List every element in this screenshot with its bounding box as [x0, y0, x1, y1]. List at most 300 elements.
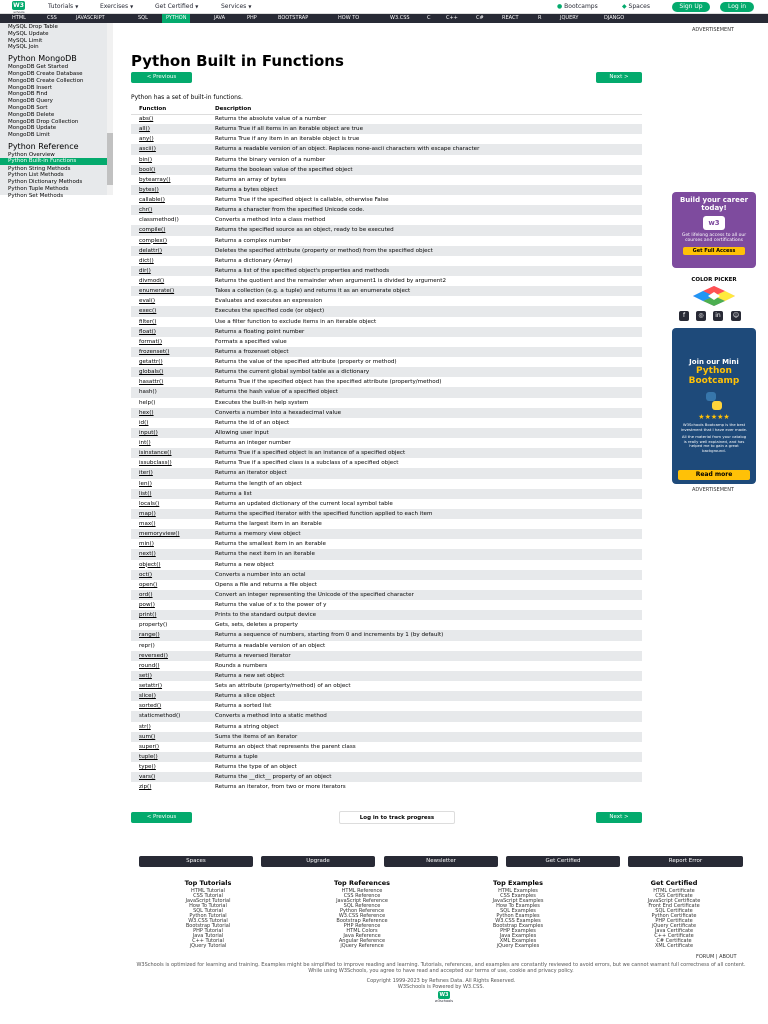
- table-row: [131, 772, 642, 782]
- footer-link[interactable]: Python Certificate: [651, 913, 697, 919]
- function-description: Returns True if the specified object has the specified attribute (property/method): [215, 379, 442, 386]
- sidebar-item[interactable]: MySQL Drop Table: [8, 24, 58, 30]
- nav-item-css[interactable]: CSS: [47, 15, 57, 21]
- function-description: Sets an attribute (property/method) of an object: [215, 683, 351, 690]
- footer-link[interactable]: HTML Examples: [498, 888, 538, 894]
- function-description: Returns a sorted list: [215, 703, 272, 710]
- table-row: [131, 448, 642, 458]
- career-promo[interactable]: [672, 192, 756, 268]
- function-name[interactable]: float(): [131, 327, 207, 337]
- function-description: Returns the current global symbol table as a dictionary: [207, 367, 642, 377]
- function-name[interactable]: locals(): [139, 500, 160, 507]
- nav-item-django[interactable]: DJANGO: [604, 15, 625, 21]
- table-row: [131, 205, 642, 215]
- footer-link[interactable]: C# Certificate: [656, 938, 692, 944]
- function-description: Converts a number into an octal: [207, 570, 642, 580]
- footer-link[interactable]: HTML Tutorial: [191, 888, 225, 894]
- get-full-access-button[interactable]: Get Full Access: [683, 247, 745, 255]
- function-name[interactable]: globals(): [131, 367, 207, 377]
- function-description: Allowing user input: [207, 428, 642, 438]
- footer-link[interactable]: XML Certificate: [654, 943, 694, 949]
- w3schools-logo[interactable]: [9, 1, 29, 14]
- login-button[interactable]: Log in: [720, 2, 754, 12]
- function-name[interactable]: dict(): [139, 257, 154, 264]
- footer-link[interactable]: W3.CSS Tutorial: [188, 918, 228, 924]
- table-row: [131, 215, 642, 225]
- chevron-down-icon: ▼: [248, 4, 252, 9]
- function-name[interactable]: map(): [131, 509, 207, 519]
- sidebar-item[interactable]: MongoDB Delete: [8, 111, 55, 118]
- table-row: [131, 519, 642, 529]
- bootcamp-title-1: Join our Mini: [689, 358, 739, 366]
- function-name[interactable]: ascii(): [131, 144, 207, 154]
- footer-column-heading: Top Examples: [493, 879, 543, 887]
- function-name[interactable]: callable(): [139, 197, 165, 204]
- function-name: classmethod(): [139, 217, 179, 224]
- menu-label: Get Certified: [155, 3, 194, 10]
- table-row: [131, 479, 642, 489]
- function-name[interactable]: divmod(): [139, 278, 165, 285]
- powered-by-text: W3Schools is Powered by W3.CSS.: [397, 984, 485, 990]
- footer-link[interactable]: CSS Reference: [343, 893, 381, 899]
- table-row: [131, 509, 642, 519]
- function-description: Returns a reversed iterator: [207, 651, 642, 661]
- sidebar-item[interactable]: MongoDB Get Started: [8, 64, 69, 71]
- nav-item-c-[interactable]: C#: [476, 15, 484, 21]
- footer-link[interactable]: jQuery Tutorial: [189, 943, 227, 949]
- function-description: Returns an updated dictionary of the current local symbol table: [215, 500, 393, 507]
- function-name[interactable]: dir(): [131, 266, 207, 276]
- footer-link[interactable]: Angular Reference: [338, 938, 386, 944]
- function-name[interactable]: open(): [139, 581, 158, 588]
- function-description: Returns the hash value of a specified object: [207, 387, 642, 397]
- nav-item-jquery[interactable]: JQUERY: [560, 15, 579, 21]
- footer-column-heading: Top References: [334, 879, 390, 887]
- function-name[interactable]: all(): [131, 124, 207, 134]
- function-description: Returns the boolean value of the specified object: [207, 165, 642, 175]
- footer-link[interactable]: SQL Certificate: [655, 908, 693, 914]
- nav-item-react[interactable]: REACT: [502, 15, 519, 21]
- table-row: [131, 489, 642, 499]
- table-row: [131, 398, 642, 408]
- table-row: [131, 691, 642, 701]
- footer-link[interactable]: Bootstrap Reference: [336, 918, 388, 924]
- nav-item-java[interactable]: JAVA: [214, 15, 226, 21]
- footer-report-error-button[interactable]: Report Error: [628, 856, 743, 867]
- function-description: Returns the smallest item in an iterable: [215, 541, 326, 548]
- function-name[interactable]: bytearray(): [139, 176, 171, 183]
- function-name[interactable]: eval(): [139, 298, 156, 305]
- header-function: Function: [131, 104, 207, 114]
- sidebar-item[interactable]: MySQL Limit: [8, 37, 43, 44]
- sidebar-item[interactable]: Python Overview: [8, 152, 55, 158]
- function-name[interactable]: oct(): [131, 570, 207, 580]
- footer-link[interactable]: SQL Examples: [500, 908, 536, 914]
- table-row: [131, 458, 642, 468]
- function-description: Convert an integer representing the Unicode of the specified character: [207, 590, 642, 600]
- nav-item-w3-css[interactable]: W3.CSS: [390, 15, 410, 21]
- bootcamps-link[interactable]: [557, 3, 598, 10]
- function-name[interactable]: zip(): [139, 784, 152, 791]
- footer-link[interactable]: CSS Certificate: [655, 893, 693, 899]
- function-name: help(): [139, 399, 156, 406]
- function-name[interactable]: id(): [139, 419, 149, 426]
- sidebar-item[interactable]: Python Set Methods: [8, 192, 64, 199]
- footer-link[interactable]: PHP Examples: [500, 928, 536, 934]
- spaces-icon: ◆: [622, 3, 627, 10]
- function-name[interactable]: complex(): [139, 237, 168, 244]
- w3-badge-icon: w3: [703, 216, 725, 230]
- function-name: hash(): [131, 387, 207, 397]
- table-row: [131, 732, 642, 742]
- bootcamp-title-2: Python: [696, 366, 732, 376]
- footer-column: [312, 879, 412, 949]
- table-row: [131, 266, 642, 276]
- footer-link[interactable]: Front End Certificate: [648, 903, 700, 909]
- nav-item-python[interactable]: PYTHON: [162, 14, 190, 23]
- function-description: Converts a method into a static method: [207, 711, 642, 721]
- sidebar-item[interactable]: MySQL Join: [8, 44, 39, 51]
- function-description: Returns the type of an object: [215, 764, 297, 771]
- nav-item-sql[interactable]: SQL: [138, 15, 148, 21]
- table-row: [131, 327, 642, 337]
- top-bar: [0, 0, 768, 14]
- footer-link[interactable]: Python Tutorial: [189, 913, 227, 919]
- function-name[interactable]: exec(): [131, 306, 207, 316]
- table-row: [131, 418, 642, 428]
- function-name: staticmethod(): [131, 711, 207, 721]
- footer-link[interactable]: Java Certificate: [654, 928, 694, 934]
- footer-link[interactable]: HTML Reference: [341, 888, 383, 894]
- function-description: Converts a number into a hexadecimal value: [207, 408, 642, 418]
- footer-link[interactable]: CSS Tutorial: [193, 893, 223, 899]
- function-name[interactable]: frozenset(): [131, 347, 207, 357]
- table-row: [131, 722, 642, 732]
- function-description: Returns True if a specified class is a subclass of a specified object: [215, 460, 399, 467]
- footer-link[interactable]: W3.CSS Reference: [338, 913, 386, 919]
- function-description: Returns the next item in an iterable: [207, 549, 642, 559]
- footer-link[interactable]: JavaScript Tutorial: [185, 898, 231, 904]
- table-row: [131, 367, 642, 377]
- function-description: Evaluates and executes an expression: [215, 298, 323, 305]
- table-row: [131, 225, 642, 235]
- function-name: repr(): [139, 642, 155, 649]
- function-description: Returns a floating point number: [207, 327, 642, 337]
- signup-button[interactable]: Sign Up: [672, 2, 710, 12]
- function-description: Returns the value of the specified attribute (property or method): [215, 359, 397, 366]
- table-row: [131, 306, 642, 316]
- sidebar-item[interactable]: Python Dictionary Methods: [8, 179, 83, 186]
- footer-link[interactable]: HTML Colors: [346, 928, 378, 934]
- footer-link[interactable]: jQuery Reference: [340, 943, 384, 949]
- previous-button[interactable]: < Previous: [131, 72, 192, 83]
- table-header-row: [131, 104, 642, 114]
- function-name[interactable]: ord(): [131, 590, 207, 600]
- footer-link[interactable]: JavaScript Certificate: [647, 898, 701, 904]
- read-more-button[interactable]: Read more: [678, 470, 750, 480]
- function-name[interactable]: tuple(): [131, 752, 207, 762]
- nav-item-javascript[interactable]: JAVASCRIPT: [76, 15, 105, 21]
- table-row: [131, 438, 642, 448]
- function-name[interactable]: delattr(): [131, 246, 207, 256]
- function-name[interactable]: input(): [131, 428, 207, 438]
- function-name[interactable]: any(): [139, 136, 154, 143]
- footer-spaces-button[interactable]: Spaces: [139, 856, 253, 867]
- function-description: Returns the specified iterator with the specified function applied to each item: [207, 509, 642, 519]
- function-name[interactable]: bool(): [131, 165, 207, 175]
- function-description: Returns a list: [207, 489, 642, 499]
- sidebar-item[interactable]: Python String Methods: [8, 165, 71, 172]
- footer-logo-sub: w3schools: [434, 999, 454, 1003]
- next-button-bottom[interactable]: Next >: [596, 812, 642, 823]
- footer-link[interactable]: Java Examples: [499, 933, 537, 939]
- table-row: [131, 256, 642, 266]
- function-description: Returns a dictionary (Array): [215, 257, 293, 264]
- function-name[interactable]: max(): [139, 521, 156, 528]
- footer-link[interactable]: C++ Tutorial: [192, 938, 224, 944]
- footer-link[interactable]: C++ Certificate: [654, 933, 694, 939]
- table-row: [131, 570, 642, 580]
- nav-item-how-to[interactable]: HOW TO: [338, 15, 360, 21]
- table-row: [131, 144, 642, 154]
- footer-link[interactable]: Bootstrap Tutorial: [185, 923, 231, 929]
- function-name[interactable]: getattr(): [139, 359, 163, 366]
- function-description: Returns a character from the specified Unicode code.: [207, 205, 642, 215]
- function-name[interactable]: next(): [131, 549, 207, 559]
- function-description: Executes the specified code (or object): [207, 306, 642, 316]
- table-row: [131, 347, 642, 357]
- function-name[interactable]: print(): [131, 610, 207, 620]
- menu-label: Services: [221, 3, 247, 10]
- previous-button-bottom[interactable]: < Previous: [131, 812, 192, 823]
- sidebar: [0, 23, 113, 199]
- function-name[interactable]: issubclass(): [139, 460, 172, 467]
- function-description: Returns the id of an object: [215, 419, 290, 426]
- function-name[interactable]: setattr(): [139, 683, 163, 690]
- footer-link[interactable]: How To Examples: [496, 903, 540, 909]
- function-name[interactable]: set(): [131, 671, 207, 681]
- footer-link[interactable]: Bootstrap Examples: [492, 923, 544, 929]
- spaces-link[interactable]: [622, 3, 650, 10]
- table-row: [131, 499, 642, 509]
- sidebar-item[interactable]: MongoDB Limit: [8, 132, 50, 139]
- table-row: [131, 124, 642, 134]
- function-name[interactable]: range(): [131, 630, 207, 640]
- footer-link[interactable]: Java Reference: [343, 933, 381, 939]
- sidebar-item[interactable]: MySQL Update: [8, 30, 49, 37]
- bootcamp-text-2: All the material from your catalog is really well explained, and has helped me to gain a great background.: [681, 434, 747, 453]
- function-name[interactable]: bin(): [139, 156, 153, 163]
- table-row: [131, 529, 642, 539]
- function-name[interactable]: slice(): [131, 691, 207, 701]
- function-description: Returns True if any item in an iterable object is true: [215, 136, 360, 143]
- sidebar-item-active[interactable]: Python Built-in Functions: [0, 158, 107, 165]
- table-row: [131, 155, 642, 165]
- footer-logo[interactable]: [432, 991, 456, 1003]
- table-row: [131, 782, 642, 792]
- sidebar-item[interactable]: MongoDB Update: [8, 125, 57, 132]
- footer-link[interactable]: PHP Reference: [343, 923, 381, 929]
- table-row: [131, 185, 642, 195]
- footer-link[interactable]: JavaScript Examples: [492, 898, 544, 904]
- sidebar-item[interactable]: MongoDB Find: [8, 91, 48, 98]
- nav-item-html[interactable]: HTML: [12, 15, 26, 21]
- sidebar-item[interactable]: MongoDB Insert: [8, 84, 52, 91]
- rating-stars: ★★★★★: [698, 413, 730, 421]
- discord-icon[interactable]: ☺: [732, 312, 740, 319]
- footer-link[interactable]: How To Tutorial: [189, 903, 227, 909]
- function-name[interactable]: len(): [139, 480, 152, 487]
- sidebar-item[interactable]: Python Tuple Methods: [8, 186, 69, 192]
- footer-link[interactable]: HTML Certificate: [653, 888, 695, 894]
- linkedin-icon[interactable]: in: [713, 311, 723, 321]
- nav-item-r[interactable]: R: [538, 15, 542, 21]
- instagram-icon[interactable]: ◎: [696, 311, 706, 321]
- table-row: [131, 377, 642, 387]
- theme-toggle-icon[interactable]: [696, 3, 704, 11]
- header-description: Description: [207, 104, 642, 114]
- footer-link[interactable]: SQL Reference: [343, 903, 381, 909]
- table-row: [131, 286, 642, 296]
- next-button[interactable]: Next >: [596, 72, 642, 83]
- sidebar-item[interactable]: Python List Methods: [8, 172, 64, 179]
- function-name[interactable]: enumerate(): [131, 286, 207, 296]
- footer-column: [158, 879, 258, 949]
- sidebar-item[interactable]: MongoDB Query: [8, 98, 53, 105]
- function-name[interactable]: list(): [131, 489, 207, 499]
- function-name[interactable]: abs(): [139, 116, 154, 123]
- function-name[interactable]: reversed(): [131, 651, 207, 661]
- table-row: [131, 175, 642, 185]
- function-name[interactable]: hex(): [131, 408, 207, 418]
- footer-link[interactable]: Python Examples: [496, 913, 540, 919]
- color-picker-icon[interactable]: [693, 286, 735, 306]
- chevron-down-icon: ▼: [195, 4, 199, 9]
- table-row: [131, 195, 642, 205]
- function-description: Returns the largest item in an iterable: [215, 521, 322, 528]
- footer-link[interactable]: jQuery Examples: [496, 943, 540, 949]
- footer-link[interactable]: jQuery Certificate: [651, 923, 697, 929]
- nav-item-c[interactable]: C: [427, 15, 431, 21]
- function-name[interactable]: isinstance(): [131, 448, 207, 458]
- nav-item-c-[interactable]: C++: [446, 15, 458, 21]
- facebook-icon[interactable]: f: [679, 311, 689, 321]
- footer-column-heading: Top Tutorials: [184, 879, 232, 887]
- footer-link[interactable]: W3.CSS Examples: [495, 918, 541, 924]
- function-name[interactable]: iter(): [131, 468, 207, 478]
- table-row: [131, 681, 642, 691]
- function-name[interactable]: int(): [139, 440, 151, 447]
- function-name[interactable]: min(): [139, 541, 154, 548]
- function-description: Sums the items of an iterator: [207, 732, 642, 742]
- footer-upgrade-button[interactable]: Upgrade: [261, 856, 375, 867]
- function-name[interactable]: type(): [139, 764, 156, 771]
- function-description: Use a filter function to exclude items in an iterable object: [215, 318, 377, 325]
- footer-newsletter-button[interactable]: Newsletter: [384, 856, 498, 867]
- table-row: [131, 651, 642, 661]
- function-name[interactable]: super(): [139, 743, 160, 750]
- footer-link[interactable]: PHP Certificate: [655, 918, 693, 924]
- function-name[interactable]: object(): [139, 561, 161, 568]
- nav-item-bootstrap[interactable]: BOOTSTRAP: [278, 15, 309, 21]
- function-name[interactable]: bytes(): [131, 185, 207, 195]
- function-description: Returns a slice object: [207, 691, 642, 701]
- function-name[interactable]: memoryview(): [131, 529, 207, 539]
- table-row: [131, 296, 642, 306]
- logo-sub: schools: [13, 10, 25, 14]
- table-row: [131, 641, 642, 651]
- function-name[interactable]: vars(): [131, 772, 207, 782]
- forum-about-links[interactable]: FORUM | ABOUT: [696, 954, 737, 960]
- footer-link[interactable]: CSS Examples: [500, 893, 536, 899]
- function-name[interactable]: compile(): [131, 225, 207, 235]
- nav-item-php[interactable]: PHP: [247, 15, 257, 21]
- bootcamps-label: Bootcamps: [564, 3, 598, 10]
- footer-link[interactable]: JavaScript Reference: [336, 898, 388, 904]
- function-name[interactable]: pow(): [139, 602, 155, 609]
- function-description: Gets, sets, deletes a property: [215, 622, 298, 629]
- footer-column: [468, 879, 568, 949]
- sidebar-item[interactable]: MongoDB Create Database: [8, 71, 83, 77]
- table-row: [131, 317, 642, 327]
- advertisement-label: ADVERTISEMENT: [691, 27, 734, 33]
- function-description: Returns True if the specified object is callable, otherwise False: [215, 197, 389, 204]
- menu-label: Exercises: [100, 3, 129, 10]
- sidebar-item[interactable]: MongoDB Create Collection: [8, 77, 84, 84]
- bootcamp-title-3: Bootcamp: [688, 376, 740, 386]
- footer-link[interactable]: XML Examples: [499, 938, 537, 944]
- footer-link[interactable]: Python Reference: [339, 908, 385, 914]
- function-name[interactable]: chr(): [131, 205, 207, 215]
- function-name[interactable]: str(): [139, 723, 151, 730]
- footer-get-certified-button[interactable]: Get Certified: [506, 856, 620, 867]
- function-description: Returns True if all items in an iterable object are true: [207, 124, 642, 134]
- function-name[interactable]: sorted(): [139, 703, 162, 710]
- sidebar-scroll-thumb[interactable]: [107, 133, 113, 185]
- menu-services[interactable]: [221, 3, 251, 10]
- track-progress-button[interactable]: Log in to track progress: [339, 811, 455, 824]
- sidebar-heading-reference: Python Reference: [8, 142, 79, 151]
- bootcamp-promo[interactable]: [672, 328, 756, 484]
- function-name[interactable]: round(): [139, 662, 160, 669]
- function-description: Returns a list of the specified object's properties and methods: [207, 266, 642, 276]
- function-description: Returns True if a specified object is an instance of a specified object: [207, 448, 642, 458]
- function-description: Rounds a numbers: [215, 662, 268, 669]
- footer-link[interactable]: Java Tutorial: [192, 933, 224, 939]
- function-description: Returns a sequence of numbers, starting from 0 and increments by 1 (by default): [207, 630, 642, 640]
- function-name[interactable]: hasattr(): [139, 379, 164, 386]
- function-description: Returns a new object: [215, 561, 275, 568]
- table-row: [131, 711, 642, 721]
- function-description: Returns a bytes object: [207, 185, 642, 195]
- function-description: Returns an array of bytes: [215, 176, 287, 183]
- function-name[interactable]: format(): [139, 338, 163, 345]
- footer-column: [624, 879, 724, 949]
- disclaimer-text: W3Schools is optimized for learning and training. Examples might be simplified to improve reading and learning. Tutorials, references, and examples are constantly reviewed to avoid errors, but we cannot warrant full correctness of all content. While using W3Schools, you agree to have read and accepted our terms of use, cookie and privacy policy.: [136, 962, 746, 974]
- function-description: Returns a tuple: [207, 752, 642, 762]
- function-name[interactable]: filter(): [139, 318, 157, 325]
- sidebar-item[interactable]: MongoDB Sort: [8, 105, 48, 111]
- sidebar-item[interactable]: MongoDB Drop Collection: [8, 118, 79, 125]
- footer-link[interactable]: PHP Tutorial: [193, 928, 223, 934]
- menu-tutorials[interactable]: [48, 3, 78, 10]
- table-row: [131, 661, 642, 671]
- function-name[interactable]: sum(): [131, 732, 207, 742]
- menu-exercises[interactable]: [100, 3, 133, 10]
- function-description: Returns a memory view object: [207, 529, 642, 539]
- menu-get-certified[interactable]: [155, 3, 198, 10]
- footer-link[interactable]: SQL Tutorial: [193, 908, 223, 914]
